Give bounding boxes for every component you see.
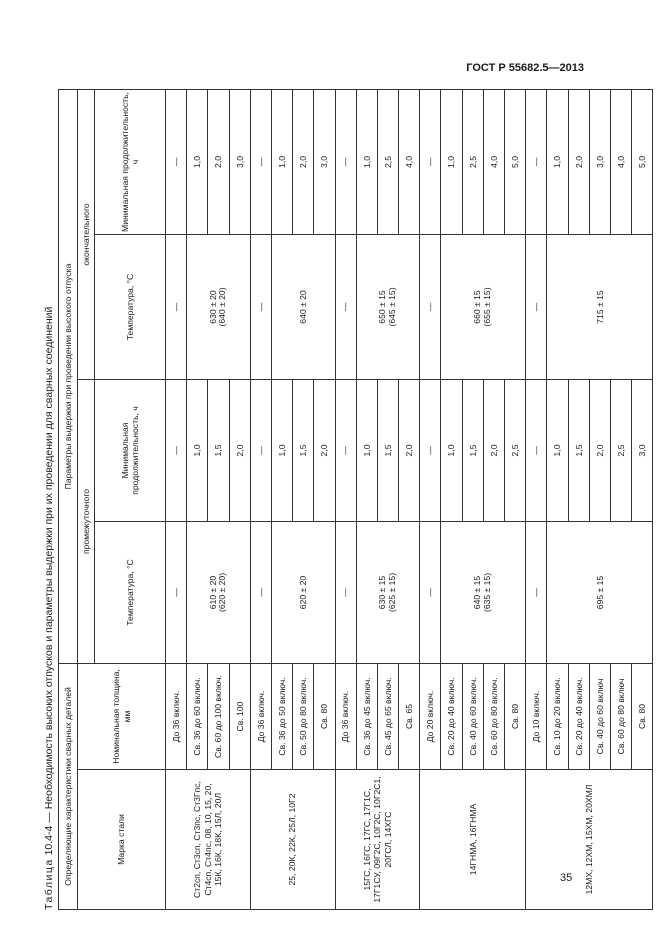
duration-cell: 2,5 xyxy=(610,379,631,521)
duration-cell: 3,0 xyxy=(632,379,653,521)
duration-cell: — xyxy=(420,89,441,234)
temperature-value: 650 ± 15 xyxy=(377,290,388,324)
duration-cell: — xyxy=(526,379,547,521)
temperature-value: 630 ± 20 xyxy=(207,290,218,324)
duration-cell: 1,0 xyxy=(441,379,462,521)
table-10-4-4 xyxy=(58,89,653,910)
thickness-cell: До 10 включ. xyxy=(526,663,547,769)
thickness-cell: Св. 80 xyxy=(505,663,526,769)
header-intermediate: промежуточного xyxy=(78,379,95,663)
steel-grade-cell: 14ГНМА, 16ГНМА xyxy=(420,770,526,910)
duration-cell: 4,0 xyxy=(483,89,504,234)
table-row xyxy=(420,89,441,909)
thickness-cell: Св. 36 до 45 включ. xyxy=(356,663,377,769)
temperature-value-alt: (625 ± 15) xyxy=(386,572,397,613)
header-duration-final: Минимальная продолжительность, ч xyxy=(95,89,166,234)
temperature-cell xyxy=(187,234,251,379)
thickness-cell: Св. 60 до 80 включ. xyxy=(483,663,504,769)
thickness-cell: Св. 36 до 50 включ. xyxy=(271,663,292,769)
duration-cell: — xyxy=(250,89,271,234)
thickness-cell: Св. 36 до 60 включ. xyxy=(187,663,208,769)
temperature-cell: — xyxy=(335,521,356,663)
duration-cell: 1,0 xyxy=(356,379,377,521)
thickness-cell: Св. 40 до 60 включ. xyxy=(462,663,483,769)
temperature-cell: — xyxy=(166,234,187,379)
duration-cell: 1,0 xyxy=(271,89,292,234)
duration-cell: 1,0 xyxy=(187,89,208,234)
steel-grade-cell: 15ГС, 16ГС, 17ГС, 17Г1С, 17Г1СУ, 09Г2С, 10Г2С, 10Г2С1, 20ГСЛ, 14ХГС xyxy=(335,770,420,910)
temperature-value-alt: (655 ± 15) xyxy=(482,287,493,327)
duration-cell: 2,5 xyxy=(462,89,483,234)
temperature-cell: — xyxy=(420,234,441,379)
duration-cell: 2,5 xyxy=(377,89,398,234)
temperature-value: 660 ± 15 xyxy=(472,290,483,324)
document-header: ГОСТ Р 55682.5—2013 xyxy=(466,62,584,74)
duration-cell: 2,0 xyxy=(314,379,335,521)
temperature-value-alt: (620 ± 20) xyxy=(217,572,228,613)
header-duration-intermediate: Минимальная продолжительность, ч xyxy=(95,379,166,521)
caption-text: 10.4-4 — Необходимость высоких отпусков и параметры выдержки при их проведении для сварных соединений xyxy=(43,306,55,859)
temperature-cell xyxy=(187,521,251,663)
steel-grade-cell: 25, 20К, 22К, 25Л, 10Г2 xyxy=(250,770,335,910)
header-group-characteristics: Определяющие характеристики сварных деталей xyxy=(59,663,78,909)
duration-cell: 2,0 xyxy=(589,379,610,521)
temperature-cell: — xyxy=(250,234,271,379)
duration-cell: 2,0 xyxy=(229,379,250,521)
temperature-value-alt: (640 ± 20) xyxy=(217,287,228,327)
duration-cell: 1,5 xyxy=(568,379,589,521)
duration-cell: 1,0 xyxy=(547,379,568,521)
duration-cell: 5,0 xyxy=(505,89,526,234)
caption-word: Таблица xyxy=(43,858,55,910)
temperature-cell: — xyxy=(335,234,356,379)
header-temperature-intermediate: Температура, °С xyxy=(95,521,166,663)
duration-cell: — xyxy=(166,89,187,234)
duration-cell: 5,0 xyxy=(632,89,653,234)
thickness-cell: Св. 65 xyxy=(399,663,420,769)
thickness-cell: До 36 включ. xyxy=(166,663,187,769)
duration-cell: 1,0 xyxy=(356,89,377,234)
temperature-cell: 620 ± 20 xyxy=(271,521,335,663)
thickness-cell: До 20 включ. xyxy=(420,663,441,769)
temperature-cell xyxy=(356,521,420,663)
temperature-value: 640 ± 15 xyxy=(472,575,483,610)
duration-cell: 3,0 xyxy=(314,89,335,234)
table-row xyxy=(526,89,547,909)
temperature-cell xyxy=(441,521,526,663)
table-caption xyxy=(40,90,58,910)
thickness-cell: Св. 80 xyxy=(632,663,653,769)
thickness-cell: Св. 60 до 100 включ. xyxy=(208,663,229,769)
duration-cell: 1,5 xyxy=(293,379,314,521)
header-thickness: Номинальная толщина, мм xyxy=(78,663,166,769)
duration-cell: 2,0 xyxy=(568,89,589,234)
temperature-cell xyxy=(356,234,420,379)
table-row xyxy=(335,89,356,909)
duration-cell: 2,0 xyxy=(483,379,504,521)
temperature-value-alt: (645 ± 15) xyxy=(386,287,397,327)
thickness-cell: Св. 50 до 80 включ. xyxy=(293,663,314,769)
duration-cell: 2,5 xyxy=(505,379,526,521)
thickness-cell: Св. 20 до 40 включ. xyxy=(441,663,462,769)
header-group-parameters: Параметры выдержки при проведении высокого отпуска xyxy=(59,89,78,663)
temperature-value: 630 ± 15 xyxy=(377,575,388,610)
thickness-cell: Св. 20 до 40 включ. xyxy=(568,663,589,769)
duration-cell: 4,0 xyxy=(610,89,631,234)
duration-cell: — xyxy=(250,379,271,521)
steel-grade-cell: Ст2сп, Ст3сп, Ст3пс, Ст3Гпс, Ст4сп, Ст4пс, 08, 10, 15, 20, 15К, 16К, 18К, 15Л, 20Л xyxy=(166,770,251,910)
header-steel-grade: Марка стали xyxy=(78,770,166,910)
temperature-cell: — xyxy=(420,521,441,663)
table-row xyxy=(166,89,187,909)
duration-cell: — xyxy=(166,379,187,521)
duration-cell: 1,0 xyxy=(271,379,292,521)
duration-cell: 2,0 xyxy=(293,89,314,234)
duration-cell: 3,0 xyxy=(229,89,250,234)
temperature-cell: 640 ± 20 xyxy=(271,234,335,379)
temperature-value-alt: (635 ± 15) xyxy=(482,572,493,613)
temperature-cell: 695 ± 15 xyxy=(547,521,653,663)
duration-cell: — xyxy=(335,379,356,521)
duration-cell: 2,0 xyxy=(399,379,420,521)
temperature-value: 610 ± 20 xyxy=(207,575,218,610)
thickness-cell: Св. 40 до 60 включ xyxy=(589,663,610,769)
thickness-cell: До 36 включ. xyxy=(335,663,356,769)
duration-cell: 1,5 xyxy=(377,379,398,521)
duration-cell: 3,0 xyxy=(589,89,610,234)
temperature-cell xyxy=(441,234,526,379)
page-number: 35 xyxy=(560,872,573,884)
duration-cell: — xyxy=(420,379,441,521)
thickness-cell: Св. 45 до 65 включ. xyxy=(377,663,398,769)
temperature-cell: — xyxy=(526,234,547,379)
duration-cell: 1,5 xyxy=(462,379,483,521)
temperature-cell: — xyxy=(526,521,547,663)
header-temperature-final: Температура, °С xyxy=(95,234,166,379)
header-final: окончательного xyxy=(78,89,95,379)
duration-cell: 4,0 xyxy=(399,89,420,234)
temperature-cell: — xyxy=(166,521,187,663)
duration-cell: 1,0 xyxy=(441,89,462,234)
thickness-cell: Св. 60 до 80 включ xyxy=(610,663,631,769)
duration-cell: 1,0 xyxy=(187,379,208,521)
table-row xyxy=(250,89,271,909)
duration-cell: — xyxy=(335,89,356,234)
thickness-cell: До 36 включ. xyxy=(250,663,271,769)
thickness-cell: Св. 10 до 20 включ. xyxy=(547,663,568,769)
duration-cell: 1,0 xyxy=(547,89,568,234)
steel-grade-cell: 12МХ, 12ХМ, 15ХМ, 20ХМЛ xyxy=(526,770,653,910)
duration-cell: — xyxy=(526,89,547,234)
temperature-cell: 715 ± 15 xyxy=(547,234,653,379)
duration-cell: 2,0 xyxy=(208,89,229,234)
temperature-cell: — xyxy=(250,521,271,663)
thickness-cell: Св. 100 xyxy=(229,663,250,769)
duration-cell: 1,5 xyxy=(208,379,229,521)
rotated-table-block xyxy=(40,90,648,910)
thickness-cell: Св. 80 xyxy=(314,663,335,769)
